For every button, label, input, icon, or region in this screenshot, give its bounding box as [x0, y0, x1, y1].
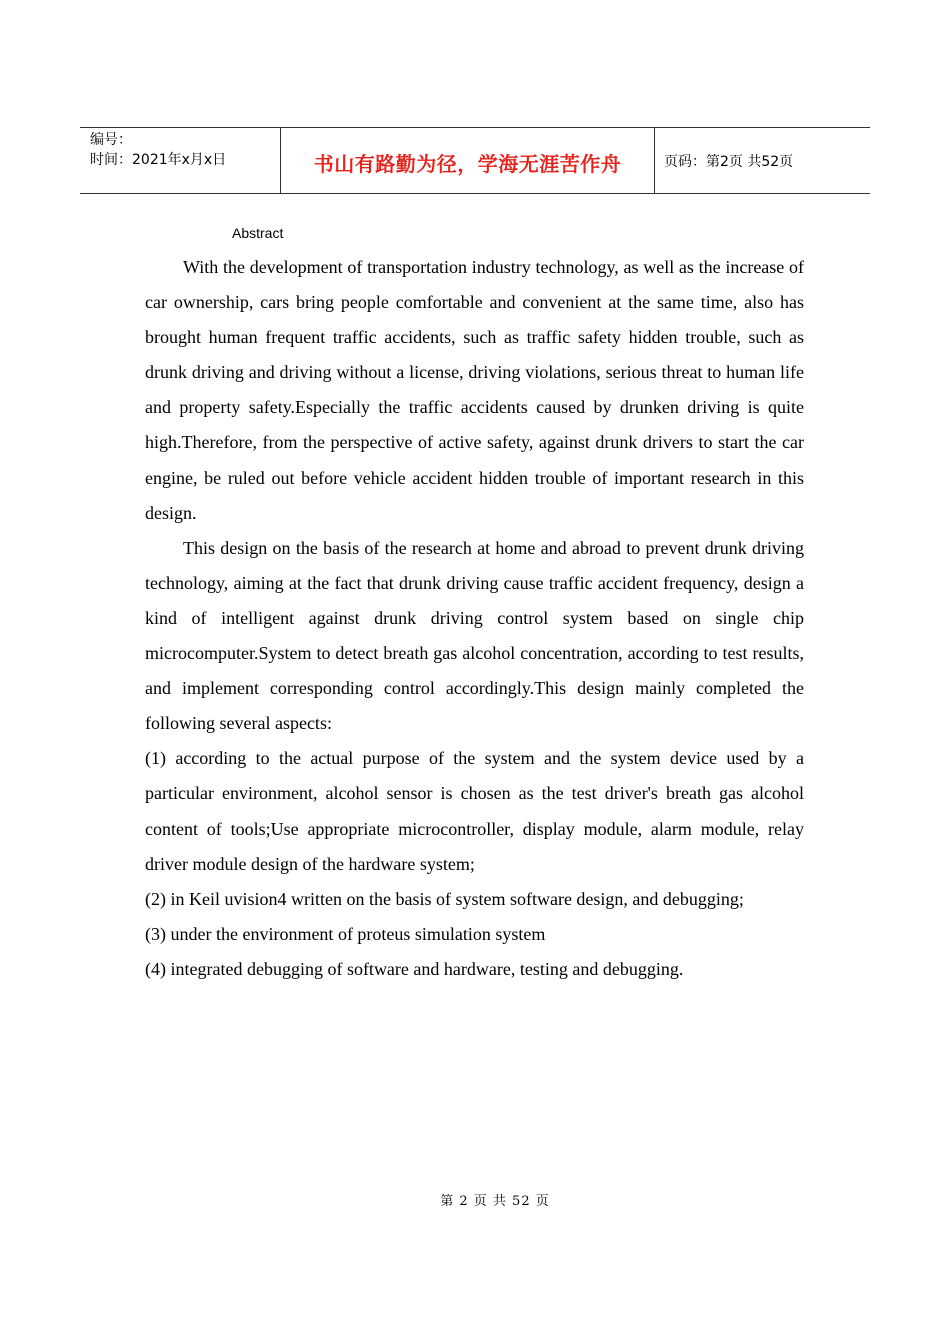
page-header — [80, 127, 870, 194]
header-page-info — [655, 128, 870, 193]
list-item-4: (4) integrated debugging of software and hardware, testing and debugging. — [145, 958, 684, 979]
page-info-text: 页码：第2页 共52页 — [664, 153, 794, 170]
time-label: 时间：2021年x月x日 — [90, 152, 227, 168]
list-item-1: (1) according to the actual purpose of the system and the system device used by a particular environment, alcohol sensor is chosen as the test driver's breath gas alcohol content of tools;Use appropriate microcontroller, display module, alarm module, relay driver module design of the hardware system; — [145, 748, 804, 874]
header-motto: 书山有路勤为径，学海无涯苦作舟 — [313, 151, 622, 176]
page-footer: 第 2 页 共 52 页 — [440, 1194, 550, 1209]
number-label: 编号： — [90, 132, 132, 148]
abstract-title: Abstract — [232, 225, 284, 241]
abstract-body — [145, 250, 804, 987]
list-item-3: (3) under the environment of proteus simulation system — [145, 923, 546, 944]
paragraph-1: With the development of transportation industry technology, as well as the increase of car ownership, cars bring people comfortable and convenient at the same time, also has brought human frequent traffic accidents, such as traffic safety hidden trouble, such as drunk driving and driving without a license, driving violations, serious threat to human life and property safety.Especially the traffic accidents caused by drunken driving is quite high.Therefore, from the perspective of active safety, against drunk drivers to start the car engine, be ruled out before vehicle accident hidden trouble of important research in this design. — [145, 257, 804, 523]
paragraph-2: This design on the basis of the research at home and abroad to prevent drunk driving technology, aiming at the fact that drunk driving cause traffic accident frequency, design a kind of intelligent against drunk driving control system based on single chip microcomputer.System to detect breath gas alcohol concentration, according to test results, and implement corresponding control accordingly.This design mainly completed the following several aspects: — [145, 537, 804, 734]
header-meta — [80, 128, 281, 193]
header-motto-cell — [281, 128, 655, 193]
list-item-2: (2) in Keil uvision4 written on the basis of system software design, and debugging; — [145, 888, 744, 909]
